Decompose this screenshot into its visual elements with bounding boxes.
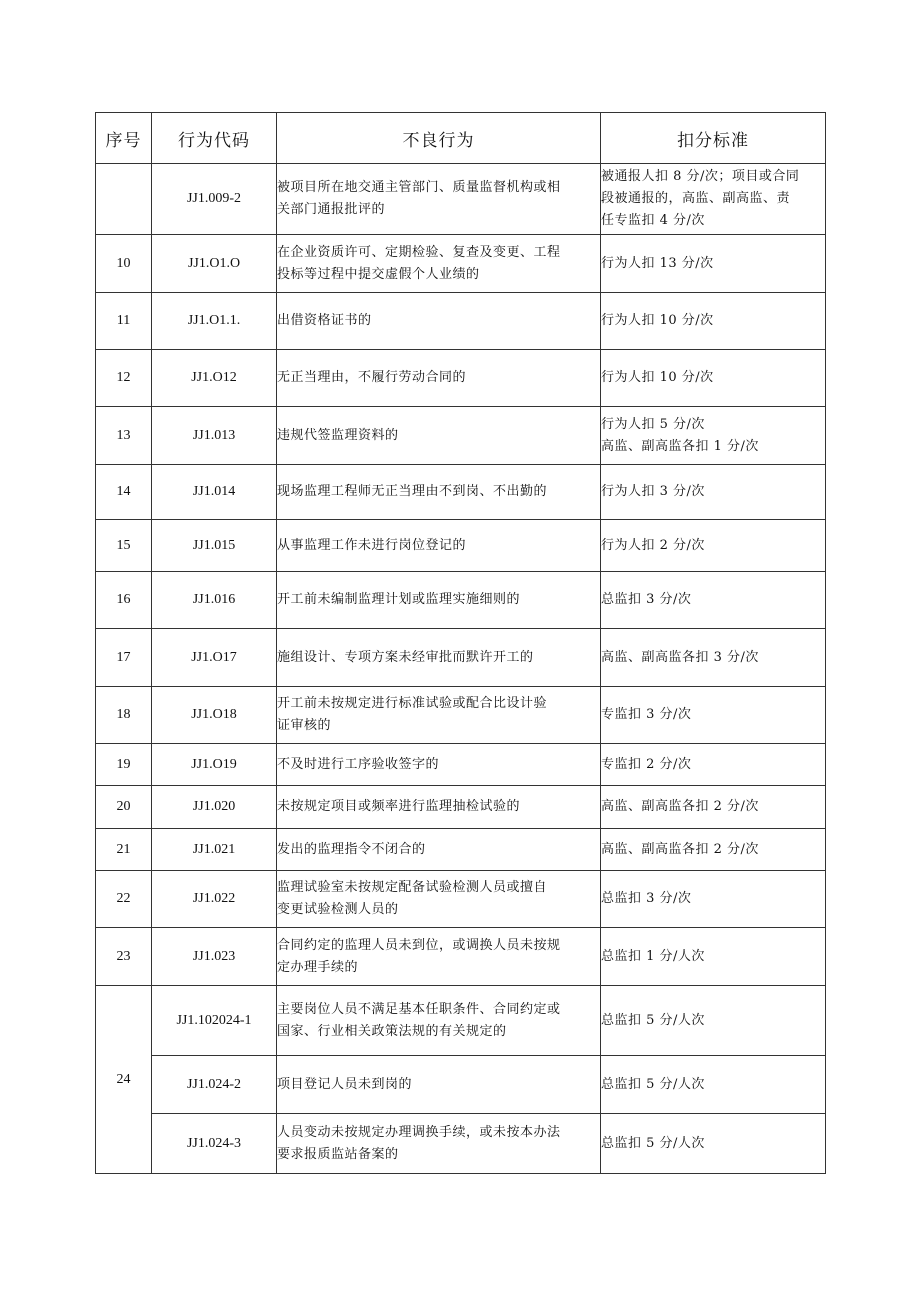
deduction-standard bbox=[601, 687, 826, 744]
behavior-code: JJ1.102024-1 bbox=[152, 986, 277, 1056]
table-header-row bbox=[96, 113, 826, 164]
row-number: 10 bbox=[96, 235, 152, 293]
table-row bbox=[96, 687, 826, 744]
table-row bbox=[96, 235, 826, 293]
behavior-description-line: 出借资格证书的 bbox=[277, 313, 372, 328]
behavior-description-line: 关部门通报批评的 bbox=[277, 202, 386, 217]
behavior-description bbox=[277, 164, 601, 235]
deduction-standard-line: 行为人扣 10 分/次 bbox=[601, 313, 714, 328]
table-row bbox=[96, 350, 826, 407]
table-row bbox=[96, 871, 826, 928]
table-row bbox=[96, 744, 826, 786]
table-row bbox=[96, 164, 826, 235]
behavior-description bbox=[277, 786, 601, 829]
deduction-standard bbox=[601, 164, 826, 235]
behavior-description-line: 未按规定项目或频率进行监理抽检试验的 bbox=[277, 799, 521, 814]
deduction-standard-line: 专监扣 2 分/次 bbox=[601, 756, 692, 772]
behavior-description-line: 定办理手续的 bbox=[277, 959, 359, 975]
deduction-standard bbox=[601, 1114, 826, 1174]
table-row bbox=[96, 407, 826, 465]
deduction-standard bbox=[601, 235, 826, 293]
table-row bbox=[96, 629, 826, 687]
deduction-standard-line: 总监扣 3 分/次 bbox=[601, 891, 692, 906]
behavior-description bbox=[277, 687, 601, 744]
header-no: 序号 bbox=[96, 113, 152, 164]
behavior-description bbox=[277, 350, 601, 407]
behavior-description-line: 证审核的 bbox=[277, 718, 332, 733]
deduction-standard-line: 总监扣 5 分/人次 bbox=[601, 1076, 705, 1092]
behavior-description-line: 国家、行业相关政策法规的有关规定的 bbox=[277, 1023, 507, 1039]
deduction-standard bbox=[601, 572, 826, 629]
deduction-standard-line: 行为人扣 5 分/次 bbox=[601, 416, 705, 432]
deduction-standard-line: 总监扣 5 分/人次 bbox=[601, 1135, 705, 1151]
row-number: 14 bbox=[96, 465, 152, 520]
behavior-description-line: 从事监理工作未进行岗位登记的 bbox=[277, 537, 467, 553]
deduction-standard-line: 行为人扣 2 分/次 bbox=[601, 537, 705, 553]
behavior-description bbox=[277, 293, 601, 350]
row-number: 13 bbox=[96, 407, 152, 465]
behavior-code: JJ1.O12 bbox=[152, 350, 277, 407]
deduction-standard-line: 高监、副高监各扣 2 分/次 bbox=[601, 799, 759, 814]
table-row bbox=[96, 928, 826, 986]
row-number: 22 bbox=[96, 871, 152, 928]
behavior-description-line: 主要岗位人员不满足基本任职条件、合同约定或 bbox=[277, 1001, 561, 1017]
behavior-description-line: 变更试验检测人员的 bbox=[277, 902, 399, 917]
row-number: 19 bbox=[96, 744, 152, 786]
behavior-description bbox=[277, 520, 601, 572]
deduction-standard bbox=[601, 829, 826, 871]
behavior-description bbox=[277, 465, 601, 520]
deduction-standard bbox=[601, 871, 826, 928]
deduction-standard-line: 总监扣 1 分/人次 bbox=[601, 948, 705, 964]
deduction-standard-line: 总监扣 5 分/人次 bbox=[601, 1012, 705, 1028]
header-code: 行为代码 bbox=[152, 113, 277, 164]
table-row bbox=[96, 293, 826, 350]
row-number: 20 bbox=[96, 786, 152, 829]
behavior-code: JJ1.O1.1. bbox=[152, 293, 277, 350]
table-row bbox=[96, 572, 826, 629]
behavior-description bbox=[277, 744, 601, 786]
behavior-description-line: 不及时进行工序验收签字的 bbox=[277, 756, 440, 772]
deduction-standard bbox=[601, 744, 826, 786]
header-standard: 扣分标准 bbox=[601, 113, 826, 164]
behavior-description bbox=[277, 1114, 601, 1174]
deduction-standard-line: 行为人扣 13 分/次 bbox=[601, 255, 714, 271]
behavior-description-line: 监理试验室未按规定配备试验检测人员或擅自 bbox=[277, 880, 548, 895]
behavior-code: JJ1.016 bbox=[152, 572, 277, 629]
behavior-description-line: 人员变动未按规定办理调换手续，或未按本办法 bbox=[277, 1124, 561, 1140]
behavior-code: JJ1.O17 bbox=[152, 629, 277, 687]
behavior-description-line: 开工前未编制监理计划或监理实施细则的 bbox=[277, 592, 521, 607]
header-behavior: 不良行为 bbox=[277, 113, 601, 164]
deduction-standard bbox=[601, 520, 826, 572]
deduction-standard bbox=[601, 786, 826, 829]
behavior-code: JJ1.009-2 bbox=[152, 164, 277, 235]
deduction-standard bbox=[601, 350, 826, 407]
behavior-description-line: 现场监理工程师无正当理由不到岗、不出勤的 bbox=[277, 484, 548, 499]
deduction-standard bbox=[601, 629, 826, 687]
behavior-code: JJ1.024-3 bbox=[152, 1114, 277, 1174]
behavior-description bbox=[277, 928, 601, 986]
behavior-code: JJ1.014 bbox=[152, 465, 277, 520]
row-number: 15 bbox=[96, 520, 152, 572]
behavior-description-line: 在企业资质许可、定期检验、复查及变更、工程 bbox=[277, 244, 561, 260]
behavior-description-line: 开工前未按规定进行标准试验或配合比设计验 bbox=[277, 696, 548, 711]
deduction-standard bbox=[601, 407, 826, 465]
row-number: 24 bbox=[96, 986, 152, 1174]
deduction-standard bbox=[601, 465, 826, 520]
table-row bbox=[96, 1114, 826, 1174]
behavior-code: JJ1.020 bbox=[152, 786, 277, 829]
behavior-code: JJ1.021 bbox=[152, 829, 277, 871]
deduction-standard-line: 高监、副高监各扣 1 分/次 bbox=[601, 438, 759, 454]
behavior-code: JJ1.024-2 bbox=[152, 1056, 277, 1114]
row-number: 12 bbox=[96, 350, 152, 407]
row-number: 11 bbox=[96, 293, 152, 350]
row-number: 17 bbox=[96, 629, 152, 687]
behavior-description-line: 投标等过程中提交虚假个人业绩的 bbox=[277, 266, 480, 282]
behavior-description bbox=[277, 407, 601, 465]
behavior-description-line: 项目登记人员未到岗的 bbox=[277, 1076, 413, 1092]
behavior-description bbox=[277, 629, 601, 687]
behavior-description bbox=[277, 235, 601, 293]
deduction-standard-line: 高监、副高监各扣 2 分/次 bbox=[601, 841, 759, 857]
behavior-code: JJ1.022 bbox=[152, 871, 277, 928]
behavior-description-line: 合同约定的监理人员未到位，或调换人员未按规 bbox=[277, 937, 561, 953]
deduction-standard bbox=[601, 986, 826, 1056]
row-number: 16 bbox=[96, 572, 152, 629]
table-row bbox=[96, 1056, 826, 1114]
behavior-code: JJ1.O18 bbox=[152, 687, 277, 744]
table-row bbox=[96, 786, 826, 829]
table-body bbox=[96, 164, 826, 1174]
deduction-standard-line: 任专监扣 4 分/次 bbox=[601, 213, 705, 228]
row-number: 23 bbox=[96, 928, 152, 986]
behavior-description bbox=[277, 871, 601, 928]
behavior-description bbox=[277, 572, 601, 629]
behavior-description bbox=[277, 1056, 601, 1114]
deduction-standard-line: 行为人扣 10 分/次 bbox=[601, 370, 714, 385]
row-number: 21 bbox=[96, 829, 152, 871]
behavior-description-line: 施组设计、专项方案未经审批而默许开工的 bbox=[277, 649, 534, 665]
behavior-description bbox=[277, 986, 601, 1056]
behavior-description-line: 发出的监理指令不闭合的 bbox=[277, 841, 426, 857]
behavior-description-line: 被项目所在地交通主管部门、质量监督机构或相 bbox=[277, 180, 561, 195]
behavior-description bbox=[277, 829, 601, 871]
deduction-standard-line: 段被通报的，高监、副高监、责 bbox=[601, 191, 791, 206]
behavior-code: JJ1.023 bbox=[152, 928, 277, 986]
table-row bbox=[96, 986, 826, 1056]
behavior-description-line: 无正当理由，不履行劳动合同的 bbox=[277, 370, 467, 385]
deduction-standard bbox=[601, 293, 826, 350]
deduction-standard bbox=[601, 1056, 826, 1114]
deduction-standard-line: 行为人扣 3 分/次 bbox=[601, 484, 705, 499]
behavior-code: JJ1.013 bbox=[152, 407, 277, 465]
deduction-standard-line: 被通报人扣 8 分/次；项目或合同 bbox=[601, 169, 800, 184]
deduction-standard-line: 总监扣 3 分/次 bbox=[601, 592, 692, 607]
deduction-standard-line: 高监、副高监各扣 3 分/次 bbox=[601, 649, 759, 665]
deduction-standard-line: 专监扣 3 分/次 bbox=[601, 707, 692, 722]
table-row bbox=[96, 829, 826, 871]
behavior-code: JJ1.015 bbox=[152, 520, 277, 572]
penalty-table bbox=[95, 112, 826, 1174]
table-row bbox=[96, 465, 826, 520]
behavior-code: JJ1.O19 bbox=[152, 744, 277, 786]
table-row bbox=[96, 520, 826, 572]
deduction-standard bbox=[601, 928, 826, 986]
behavior-description-line: 要求报质监站备案的 bbox=[277, 1146, 399, 1162]
row-number: 18 bbox=[96, 687, 152, 744]
behavior-code: JJ1.O1.O bbox=[152, 235, 277, 293]
behavior-description-line: 违规代签监理资料的 bbox=[277, 427, 399, 443]
row-number bbox=[96, 164, 152, 235]
